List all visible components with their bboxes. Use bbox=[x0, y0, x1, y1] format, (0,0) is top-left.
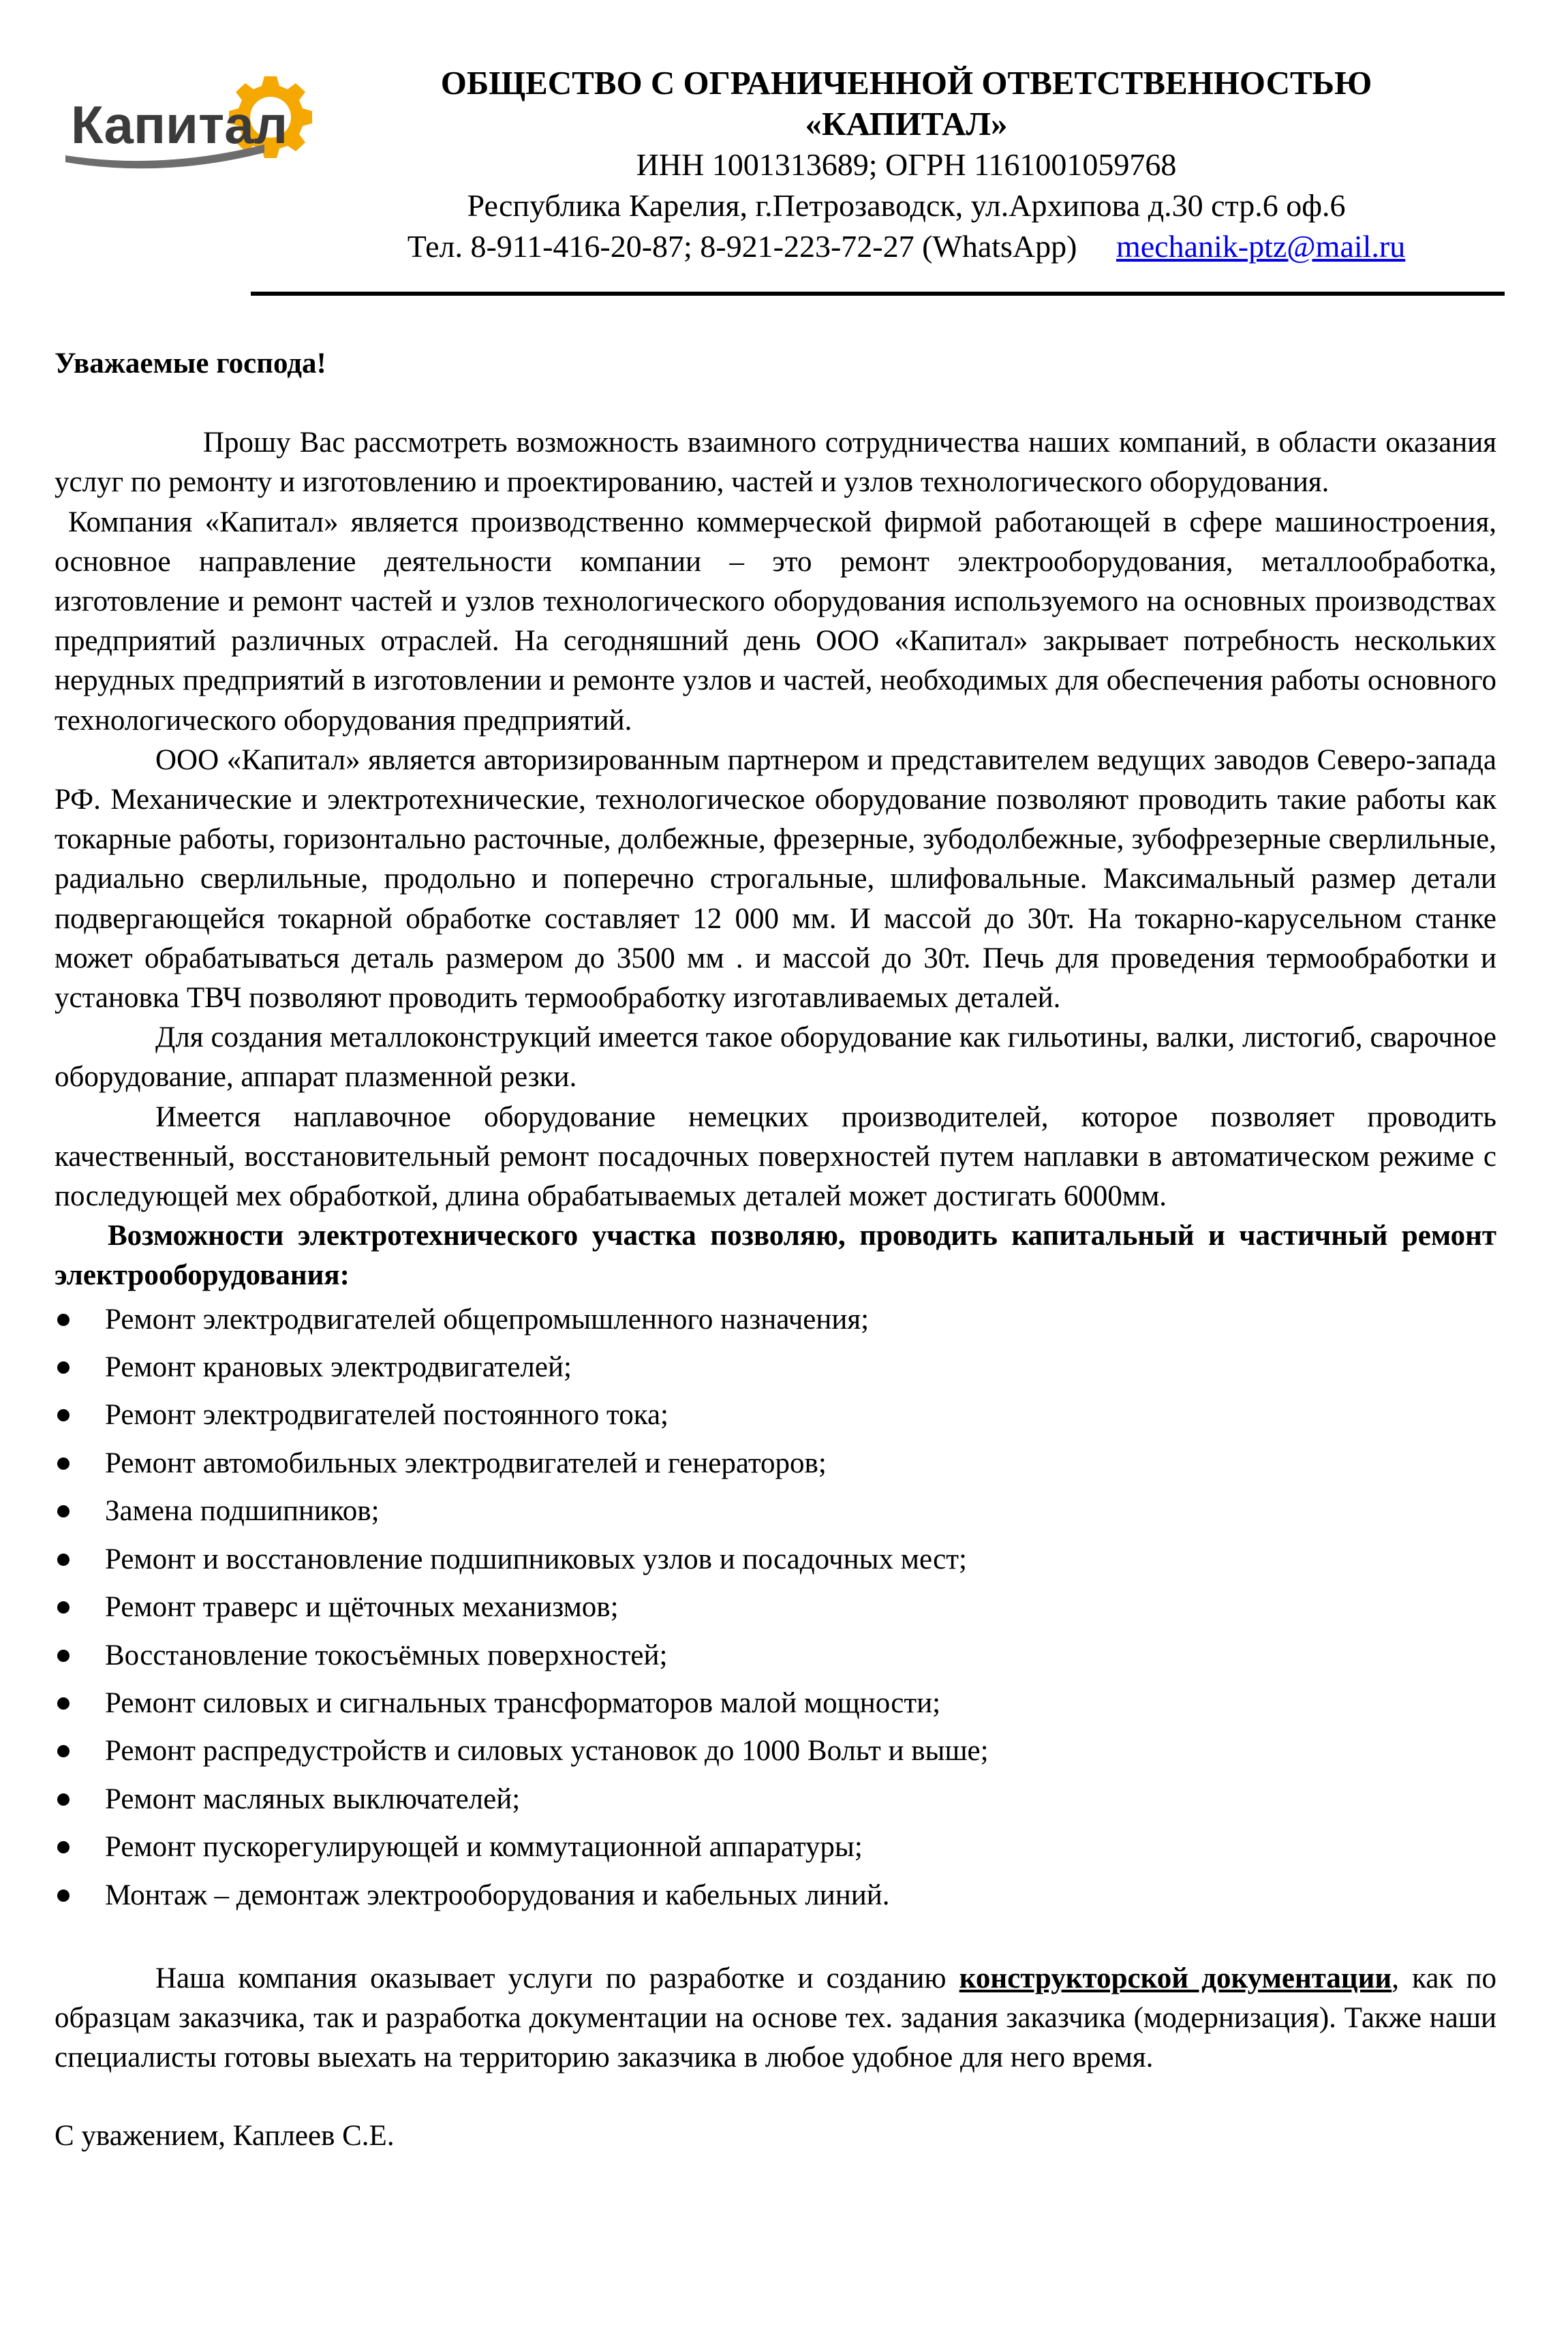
spacer bbox=[55, 1919, 1496, 1959]
company-registration: ИНН 1001313689; ОГРН 1161001059768 bbox=[636, 147, 1177, 182]
greeting: Уважаемые господа! bbox=[55, 348, 326, 380]
company-name: «КАПИТАЛ» bbox=[805, 105, 1008, 142]
letter-body bbox=[55, 344, 1496, 2156]
email-link[interactable]: mechanik-ptz@mail.ru bbox=[1116, 229, 1406, 264]
list-item: Ремонт автомобильных электродвигателей и генераторов; bbox=[55, 1440, 1496, 1487]
paragraph-surfacing: Имеется наплавочное оборудование немецких производителей, которое позволяет проводить качественный, восстановительный ремонт посадочных поверхностей путем наплавки в автоматическом режиме с последующей мех обработкой, длина обрабатываемых деталей может достигать 6000мм. bbox=[55, 1100, 1496, 1213]
signature: С уважением, Каплеев С.Е. bbox=[55, 2119, 395, 2152]
paragraph-capabilities: ООО «Капитал» является авторизированным партнером и представителем ведущих заводов Северо-запада РФ. Механические и электротехнические, технологическое оборудование позволяют проводить такие работы как токарные работы, горизонтально расточные, долбежные, фрезерные, зубодолбежные, зубофрезерные сверлильные, радиально сверлильные, продольно и поперечно строгальные, шлифовальные. Максимальный размер детали подвергающейся токарной обработке составляет 12 000 мм. И массой до 30т. На токарно-карусельном станке может обрабатываться деталь размером до 3500 мм . и массой до 30т. Печь для проведения термообработки и установка ТВЧ позволяют проводить термообработку изготавливаемых деталей. bbox=[55, 743, 1496, 1015]
company-contacts bbox=[259, 226, 1554, 267]
paragraph-intro: Прошу Вас рассмотреть возможность взаимного сотрудничества наших компаний, в области оказания услуг по ремонту и изготовлению и проектированию, частей и узлов технологического оборудования. bbox=[55, 427, 1496, 499]
header-divider bbox=[251, 292, 1505, 296]
company-phones: Тел. 8-911-416-20-87; 8-921-223-72-27 (WhatsApp) bbox=[407, 229, 1077, 264]
list-item: Ремонт и восстановление подшипниковых узлов и посадочных мест; bbox=[55, 1536, 1496, 1584]
services-heading: Возможности электротехнического участка позволяю, проводить капитальный и частичный ремонт электрооборудования: bbox=[55, 1220, 1496, 1292]
list-item: Замена подшипников; bbox=[55, 1487, 1496, 1535]
company-legal-form: ОБЩЕСТВО С ОГРАНИЧЕННОЙ ОТВЕТСТВЕННОСТЬЮ bbox=[440, 64, 1372, 102]
list-item: Восстановление токосъёмных поверхностей; bbox=[55, 1632, 1496, 1680]
list-item: Ремонт крановых электродвигателей; bbox=[55, 1344, 1496, 1391]
list-item: Ремонт пускорегулирующей и коммутационной аппаратуры; bbox=[55, 1823, 1496, 1871]
paragraph-metalwork: Для создания металлоконструкций имеется такое оборудование как гильотины, валки, листогиб, сварочное оборудование, аппарат плазменной резки. bbox=[55, 1021, 1496, 1094]
list-item: Монтаж – демонтаж электрооборудования и кабельных линий. bbox=[55, 1872, 1496, 1919]
list-item: Ремонт электродвигателей общепромышленного назначения; bbox=[55, 1296, 1496, 1344]
design-docs-text-after: , как по образцам заказчика, так и разработка документации на основе тех. задания заказчика (модернизация). Также наши специалисты готовы выехать на территорию заказчика в любое удобное для него время. bbox=[55, 1962, 1496, 2074]
company-address: Республика Карелия, г.Петрозаводск, ул.Архипова д.30 стр.6 оф.6 bbox=[467, 188, 1346, 223]
list-item: Ремонт силовых и сигнальных трансформаторов малой мощности; bbox=[55, 1680, 1496, 1727]
design-docs-text-before: Наша компания оказывает услуги по разработке и созданию bbox=[155, 1962, 959, 1994]
list-item: Ремонт электродвигателей постоянного тока; bbox=[55, 1391, 1496, 1439]
letterhead bbox=[259, 63, 1554, 267]
list-item: Ремонт распредустройств и силовых установок до 1000 Вольт и выше; bbox=[55, 1727, 1496, 1775]
paragraph-company: Компания «Капитал» является производственно коммерческой фирмой работающей в сфере машиностроения, основное направление деятельности компании – это ремонт электрооборудования, металлообработка, изготовление и ремонт частей и узлов технологического оборудования используемого на основных производствах предприятий различных отраслей. На сегодняшний день ООО «Капитал» закрывает потребность нескольких нерудных предприятий в изготовлении и ремонте узлов и частей, необходимых для обеспечения работы основного технологического оборудования предприятий. bbox=[55, 506, 1496, 737]
list-item: Ремонт масляных выключателей; bbox=[55, 1776, 1496, 1823]
paragraph-design-docs bbox=[55, 1959, 1496, 2078]
list-item: Ремонт траверс и щёточных механизмов; bbox=[55, 1584, 1496, 1631]
logo-wordmark: Капитал bbox=[71, 95, 288, 155]
design-docs-emphasis: конструкторской документации bbox=[959, 1962, 1392, 1994]
services-list bbox=[55, 1296, 1496, 1919]
